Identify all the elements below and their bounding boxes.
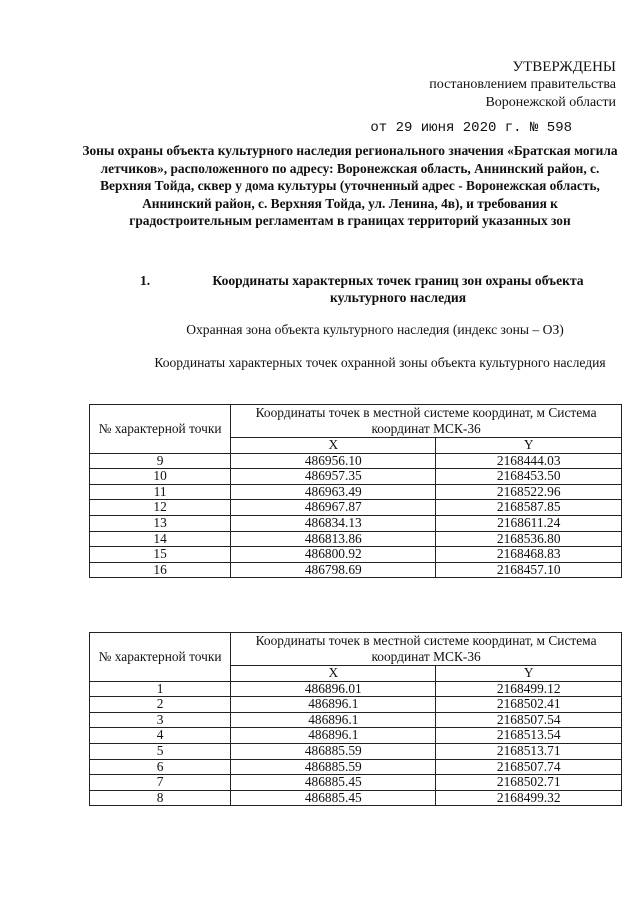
cell-y: 2168444.03 [436, 453, 622, 469]
table-row [90, 681, 622, 697]
cell-y: 2168513.54 [436, 728, 622, 744]
cell-point: 10 [90, 469, 231, 485]
cell-x: 486885.45 [231, 790, 436, 806]
cell-y: 2168522.96 [436, 484, 622, 500]
cell-x: 486798.69 [231, 562, 436, 578]
approved-heading: УТВЕРЖДЕНЫ [512, 59, 616, 75]
coordinates-table-2 [89, 632, 622, 806]
table-row [90, 743, 622, 759]
cell-point: 14 [90, 531, 231, 547]
cell-point: 1 [90, 681, 231, 697]
table-row [90, 484, 622, 500]
section-heading [140, 272, 610, 306]
table-row [90, 515, 622, 531]
cell-y: 2168502.41 [436, 697, 622, 713]
cell-point: 6 [90, 759, 231, 775]
cell-y: 2168468.83 [436, 547, 622, 563]
cell-x: 486896.1 [231, 697, 436, 713]
cell-x: 486885.59 [231, 759, 436, 775]
header-coordinates: Координаты точек в местной системе координат, м Система координат МСК-36 [231, 633, 622, 666]
table-row [90, 547, 622, 563]
table-row [90, 775, 622, 791]
cell-point: 11 [90, 484, 231, 500]
cell-x: 486896.1 [231, 728, 436, 744]
table-row [90, 531, 622, 547]
cell-point: 8 [90, 790, 231, 806]
cell-y: 2168457.10 [436, 562, 622, 578]
coordinates-table-1 [89, 404, 622, 578]
cell-y: 2168499.12 [436, 681, 622, 697]
cell-y: 2168507.74 [436, 759, 622, 775]
decree-date: от 29 июня 2020 г. № 598 [370, 120, 572, 136]
approval-block [429, 58, 616, 112]
header-y: Y [436, 666, 622, 682]
header-coordinates: Координаты точек в местной системе координат, м Система координат МСК-36 [231, 405, 622, 438]
cell-x: 486834.13 [231, 515, 436, 531]
cell-point: 4 [90, 728, 231, 744]
cell-point: 2 [90, 697, 231, 713]
cell-point: 15 [90, 547, 231, 563]
document-title: Зоны охраны объекта культурного наследия регионального значения «Братская могила летчиков», расположенного по адресу: Воронежская область, Аннинский район, с. Верхняя Тойда, сквер у дома культуры (уточненный адрес - Воронежская область, Аннинский район, с. Верхняя Тойда, ул. Ленина, 4в), и требования к градостроительным регламентам в границах территорий указанных зон [82, 143, 618, 229]
cell-y: 2168507.54 [436, 712, 622, 728]
cell-x: 486967.87 [231, 500, 436, 516]
cell-x: 486800.92 [231, 547, 436, 563]
cell-point: 5 [90, 743, 231, 759]
header-y: Y [436, 438, 622, 454]
cell-point: 12 [90, 500, 231, 516]
table-row [90, 469, 622, 485]
approval-line-1: постановлением правительства [429, 77, 616, 92]
cell-y: 2168453.50 [436, 469, 622, 485]
table-row [90, 500, 622, 516]
header-point: № характерной точки [90, 633, 231, 682]
cell-x: 486885.59 [231, 743, 436, 759]
cell-x: 486896.1 [231, 712, 436, 728]
table-row [90, 728, 622, 744]
table-row [90, 697, 622, 713]
cell-y: 2168502.71 [436, 775, 622, 791]
table-row [90, 790, 622, 806]
cell-x: 486956.10 [231, 453, 436, 469]
cell-point: 13 [90, 515, 231, 531]
coordinates-heading: Координаты характерных точек охранной зоны объекта культурного наследия [154, 355, 606, 370]
cell-x: 486885.45 [231, 775, 436, 791]
header-point: № характерной точки [90, 405, 231, 454]
table-row [90, 562, 622, 578]
cell-point: 3 [90, 712, 231, 728]
table-row [90, 712, 622, 728]
section-text: Координаты характерных точек границ зон охраны объекта культурного наследия [212, 273, 584, 305]
cell-y: 2168499.32 [436, 790, 622, 806]
zone-title: Охранная зона объекта культурного наследия (индекс зоны – ОЗ) [186, 322, 564, 337]
header-x: X [231, 666, 436, 682]
cell-y: 2168611.24 [436, 515, 622, 531]
cell-x: 486963.49 [231, 484, 436, 500]
cell-x: 486813.86 [231, 531, 436, 547]
cell-point: 16 [90, 562, 231, 578]
cell-y: 2168587.85 [436, 500, 622, 516]
table-row [90, 453, 622, 469]
cell-y: 2168513.71 [436, 743, 622, 759]
cell-point: 9 [90, 453, 231, 469]
header-x: X [231, 438, 436, 454]
cell-point: 7 [90, 775, 231, 791]
table-row [90, 759, 622, 775]
section-number: 1. [140, 273, 151, 288]
cell-y: 2168536.80 [436, 531, 622, 547]
cell-x: 486896.01 [231, 681, 436, 697]
cell-x: 486957.35 [231, 469, 436, 485]
approval-line-2: Воронежской области [485, 95, 616, 110]
